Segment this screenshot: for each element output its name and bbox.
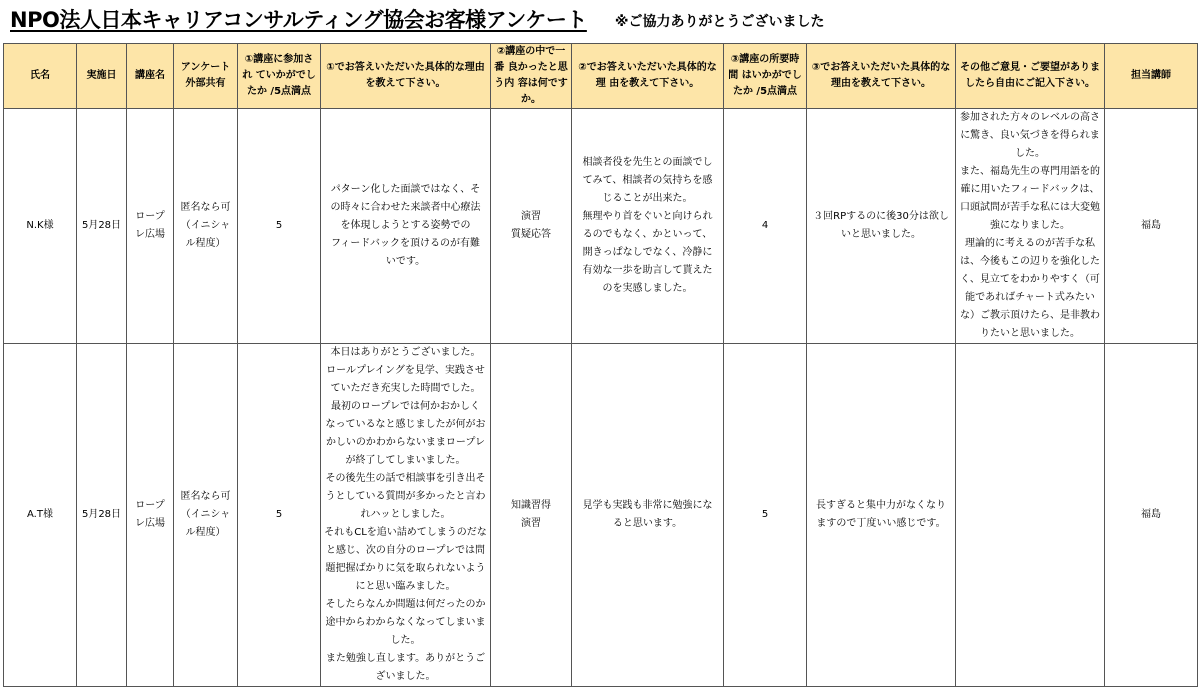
cell-instructor[interactable]: 福島 <box>1105 109 1198 344</box>
cell-q2-content[interactable]: 演習 質疑応答 <box>491 109 572 344</box>
cell-course[interactable]: ロープ レ広場 <box>127 109 174 344</box>
cell-date[interactable]: 5月28日 <box>77 344 127 687</box>
cell-share[interactable]: 匿名なら可 （イニシャ ル程度） <box>174 109 238 344</box>
cell-name[interactable]: N.K様 <box>4 109 77 344</box>
header-q3-score[interactable]: ③講座の所要時間 はいかがでしたか /5点満点 <box>724 44 807 109</box>
cell-name[interactable]: A.T様 <box>4 344 77 687</box>
header-q2-content[interactable]: ②講座の中で一番 良かったと思う内 容は何ですか。 <box>491 44 572 109</box>
table-row <box>4 344 1198 687</box>
header-other[interactable]: その他ご意見・ご要望がありま したら自由にご記入下さい。 <box>956 44 1105 109</box>
header-q1-score[interactable]: ①講座に参加され ていかがでしたか /5点満点 <box>238 44 321 109</box>
cell-q2-reason[interactable]: 見学も実践も非常に勉強にな ると思います。 <box>572 344 724 687</box>
cell-other[interactable] <box>956 344 1105 687</box>
header-date[interactable]: 実施日 <box>77 44 127 109</box>
cell-q3-reason[interactable]: ３回RPするのに後30分は欲し いと思いました。 <box>807 109 956 344</box>
cell-q1-score[interactable]: 5 <box>238 344 321 687</box>
header-q3-reason[interactable]: ③でお答えいただいた具体的な 理由を教えて下さい。 <box>807 44 956 109</box>
sheet-subtitle: ※ご協力ありがとうございました <box>614 14 825 30</box>
cell-other[interactable]: 参加された方々のレベルの高さ に驚き、良い気づきを得られま した。 また、福島先生の専門用語を的 確に用いたフィードバックは、 口頭試問が苦手な私には大変勉 強になりました。 理論的に考えるのが苦手な私 は、今後もこの辺りを強化した く、見立てをわかりやすく（可 能であればチャート式みたい な）ご教示頂けたら、是非教わ りたいと思いました。 <box>956 109 1105 344</box>
cell-q2-content[interactable]: 知識習得 演習 <box>491 344 572 687</box>
cell-q1-reason[interactable]: パターン化した面談ではなく、そ の時々に合わせた来談者中心療法 を体現しようとする姿勢での フィードバックを頂けるのが有難 いです。 <box>321 109 491 344</box>
cell-q3-score[interactable]: 5 <box>724 344 807 687</box>
cell-q3-score[interactable]: 4 <box>724 109 807 344</box>
header-share[interactable]: アンケート 外部共有 <box>174 44 238 109</box>
cell-instructor[interactable]: 福島 <box>1105 344 1198 687</box>
header-instructor[interactable]: 担当講師 <box>1105 44 1198 109</box>
cell-share[interactable]: 匿名なら可 （イニシャ ル程度） <box>174 344 238 687</box>
cell-q2-reason[interactable]: 相談者役を先生との面談でし てみて、相談者の気持ちを感 じることが出来た。 無理やり首をぐいと向けられ るのでもなく、かといって、 開きっぱなしでなく、冷静に 有効な一歩を助言して貰えた のを実感しました。 <box>572 109 724 344</box>
header-name[interactable]: 氏名 <box>4 44 77 109</box>
cell-q1-reason[interactable]: 本日はありがとうございました。 ロールプレイングを見学、実践させ ていただき充実した時間でした。 最初のロープレでは何かおかしく なっているなと感じましたが何がお かしいのかわからないままロープレ が終了してしまいました。 その後先生の話で相談事を引き出そ うとしている質問が多かったと言わ れハッとしました。 それもCLを追い詰めてしまうのだな と感じ、次の自分のロープレでは問 題把握ばかりに気を取られないよう にと思い臨みました。 そしたらなんか問題は何だったのか 途中からわからなくなってしまいま した。 また勉強し直します。ありがとうご ざいました。 <box>321 344 491 687</box>
header-q1-reason[interactable]: ①でお答えいただいた具体的な理由 を教えて下さい。 <box>321 44 491 109</box>
sheet-title: NPO法人日本キャリアコンサルティング協会お客様アンケート <box>10 8 587 32</box>
title-bar <box>10 4 824 34</box>
cell-course[interactable]: ロープ レ広場 <box>127 344 174 687</box>
cell-q1-score[interactable]: 5 <box>238 109 321 344</box>
cell-date[interactable]: 5月28日 <box>77 109 127 344</box>
header-row <box>4 44 1198 109</box>
header-q2-reason[interactable]: ②でお答えいただいた具体的な理 由を教えて下さい。 <box>572 44 724 109</box>
cell-q3-reason[interactable]: 長すぎると集中力がなくなり ますので丁度いい感じです。 <box>807 344 956 687</box>
table-row <box>4 109 1198 344</box>
header-course[interactable]: 講座名 <box>127 44 174 109</box>
survey-table <box>3 43 1198 687</box>
